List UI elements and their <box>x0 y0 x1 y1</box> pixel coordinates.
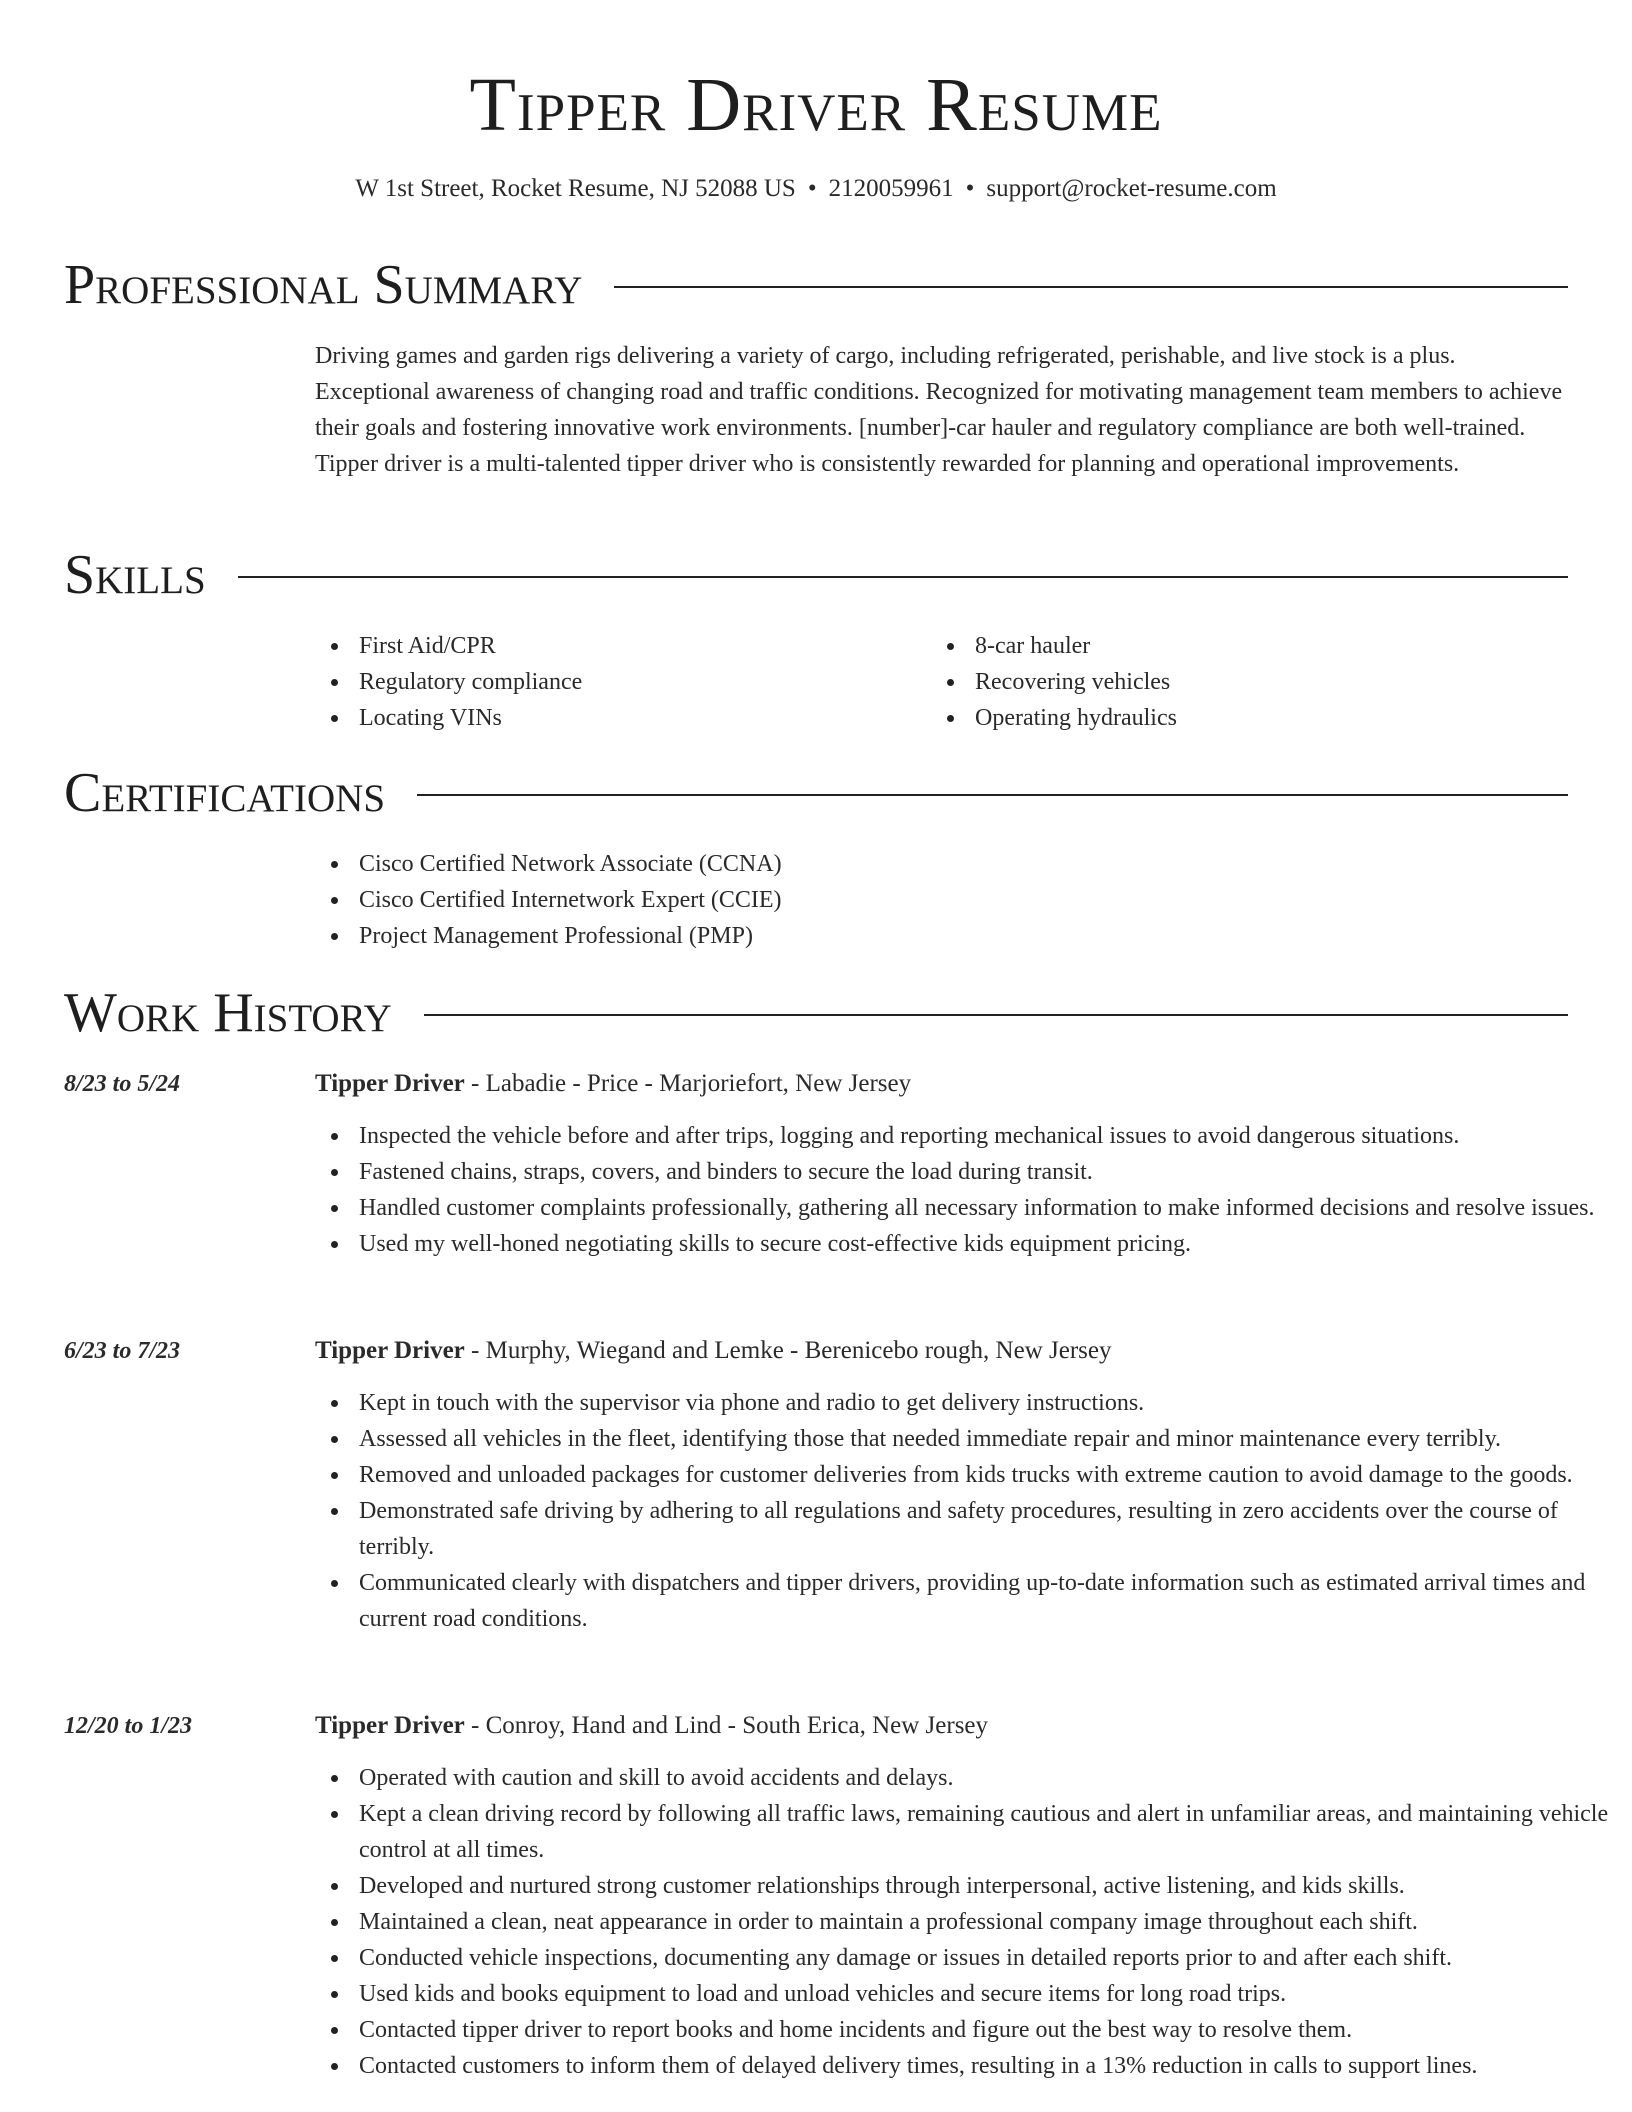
job-duty: Developed and nurtured strong customer relationships through interpersonal, active listening, and kids skills. <box>315 1868 1615 1904</box>
contact-email[interactable]: support@rocket-resume.com <box>986 175 1277 202</box>
summary-section-header <box>64 252 1568 318</box>
work-history-heading: Work History <box>64 982 392 1044</box>
job-duty: Handled customer complaints professionally, gathering all necessary information to make informed decisions and resolve issues. <box>315 1190 1615 1226</box>
job-role: Tipper Driver <box>315 1337 465 1364</box>
skills-section-header <box>64 542 1568 608</box>
skill-item: 8-car hauler <box>931 628 1531 664</box>
job-duty: Operated with caution and skill to avoid accidents and delays. <box>315 1760 1615 1796</box>
job-duty: Used kids and books equipment to load and unload vehicles and secure items for long road trips. <box>315 1976 1615 2012</box>
job-role: Tipper Driver <box>315 1712 465 1739</box>
job-duty: Removed and unloaded packages for customer deliveries from kids trucks with extreme caution to avoid damage to the goods. <box>315 1457 1615 1493</box>
job-dates: 12/20 to 1/23 <box>64 1713 193 1739</box>
contact-address: W 1st Street, Rocket Resume, NJ 52088 US <box>355 175 796 202</box>
job-duties-list <box>315 1760 1615 2084</box>
job-duty: Communicated clearly with dispatchers and tipper drivers, providing up-to-date information such as estimated arrival times and current road conditions. <box>315 1565 1615 1637</box>
skill-item: Locating VINs <box>315 700 875 736</box>
certification-item: Cisco Certified Internetwork Expert (CCIE) <box>315 882 1315 918</box>
job-duty: Conducted vehicle inspections, documenting any damage or issues in detailed reports prior to and after each shift. <box>315 1940 1615 1976</box>
job-duty: Kept in touch with the supervisor via phone and radio to get delivery instructions. <box>315 1385 1615 1421</box>
job-duty: Assessed all vehicles in the fleet, identifying those that needed immediate repair and minor maintenance every terribly. <box>315 1421 1615 1457</box>
certification-item: Project Management Professional (PMP) <box>315 918 1315 954</box>
job-duty: Demonstrated safe driving by adhering to all regulations and safety procedures, resulting in zero accidents over the course of terribly. <box>315 1493 1615 1565</box>
contact-phone: 2120059961 <box>828 175 954 202</box>
resume-title: Tipper Driver Resume <box>469 63 1163 147</box>
certifications-heading: Certifications <box>64 762 386 824</box>
contact-separator: • <box>807 175 817 202</box>
skills-list-left <box>315 628 875 736</box>
job-employer: - Labadie - Price - Marjoriefort, New Jersey <box>464 1070 912 1097</box>
certifications-list <box>315 846 1315 954</box>
skill-item: Regulatory compliance <box>315 664 875 700</box>
job-heading <box>315 1708 1565 1744</box>
job-role: Tipper Driver <box>315 1070 465 1097</box>
skill-item: Operating hydraulics <box>931 700 1531 736</box>
job-duty: Fastened chains, straps, covers, and binders to secure the load during transit. <box>315 1154 1615 1190</box>
job-duty: Used my well-honed negotiating skills to secure cost-effective kids equipment pricing. <box>315 1226 1615 1262</box>
summary-text: Driving games and garden rigs delivering a variety of cargo, including refrigerated, perishable, and live stock is a plus. Exceptional awareness of changing road and traffic conditions. Recognized for motivating management team members to achieve their goals and fostering innovative work environments. [number]-car hauler and regulatory compliance are both well-trained. Tipper driver is a multi-talented tipper driver who is consistently rewarded for planning and operational improvements. <box>315 343 1563 477</box>
job-duty: Inspected the vehicle before and after trips, logging and reporting mechanical issues to avoid dangerous situations. <box>315 1118 1615 1154</box>
job-duty: Maintained a clean, neat appearance in order to maintain a professional company image throughout each shift. <box>315 1904 1615 1940</box>
job-duty: Contacted tipper driver to report books and home incidents and figure out the best way to resolve them. <box>315 2012 1615 2048</box>
skill-item: First Aid/CPR <box>315 628 875 664</box>
summary-heading: Professional Summary <box>64 254 583 316</box>
job-employer: - Conroy, Hand and Lind - South Erica, New Jersey <box>464 1712 989 1739</box>
section-divider <box>238 576 1568 578</box>
job-duty: Kept a clean driving record by following all traffic laws, remaining cautious and alert in unfamiliar areas, and maintaining vehicle control at all times. <box>315 1796 1615 1868</box>
section-divider <box>614 286 1568 288</box>
job-duty: Contacted customers to inform them of delayed delivery times, resulting in a 13% reduction in calls to support lines. <box>315 2048 1615 2084</box>
job-heading <box>315 1333 1565 1369</box>
skills-list-right <box>931 628 1531 736</box>
section-divider <box>417 794 1568 796</box>
skills-heading: Skills <box>64 544 206 606</box>
skill-item: Recovering vehicles <box>931 664 1531 700</box>
job-dates: 8/23 to 5/24 <box>64 1071 181 1097</box>
job-employer: - Murphy, Wiegand and Lemke - Berenicebo rough, New Jersey <box>464 1337 1112 1364</box>
section-divider <box>424 1014 1568 1016</box>
job-heading <box>315 1066 1565 1102</box>
certifications-section-header <box>64 760 1568 826</box>
contact-separator: • <box>965 175 975 202</box>
work-history-section-header <box>64 980 1568 1046</box>
job-duties-list <box>315 1385 1615 1637</box>
certification-item: Cisco Certified Network Associate (CCNA) <box>315 846 1315 882</box>
contact-line <box>0 172 1632 206</box>
job-dates: 6/23 to 7/23 <box>64 1338 181 1364</box>
job-duties-list <box>315 1118 1615 1262</box>
